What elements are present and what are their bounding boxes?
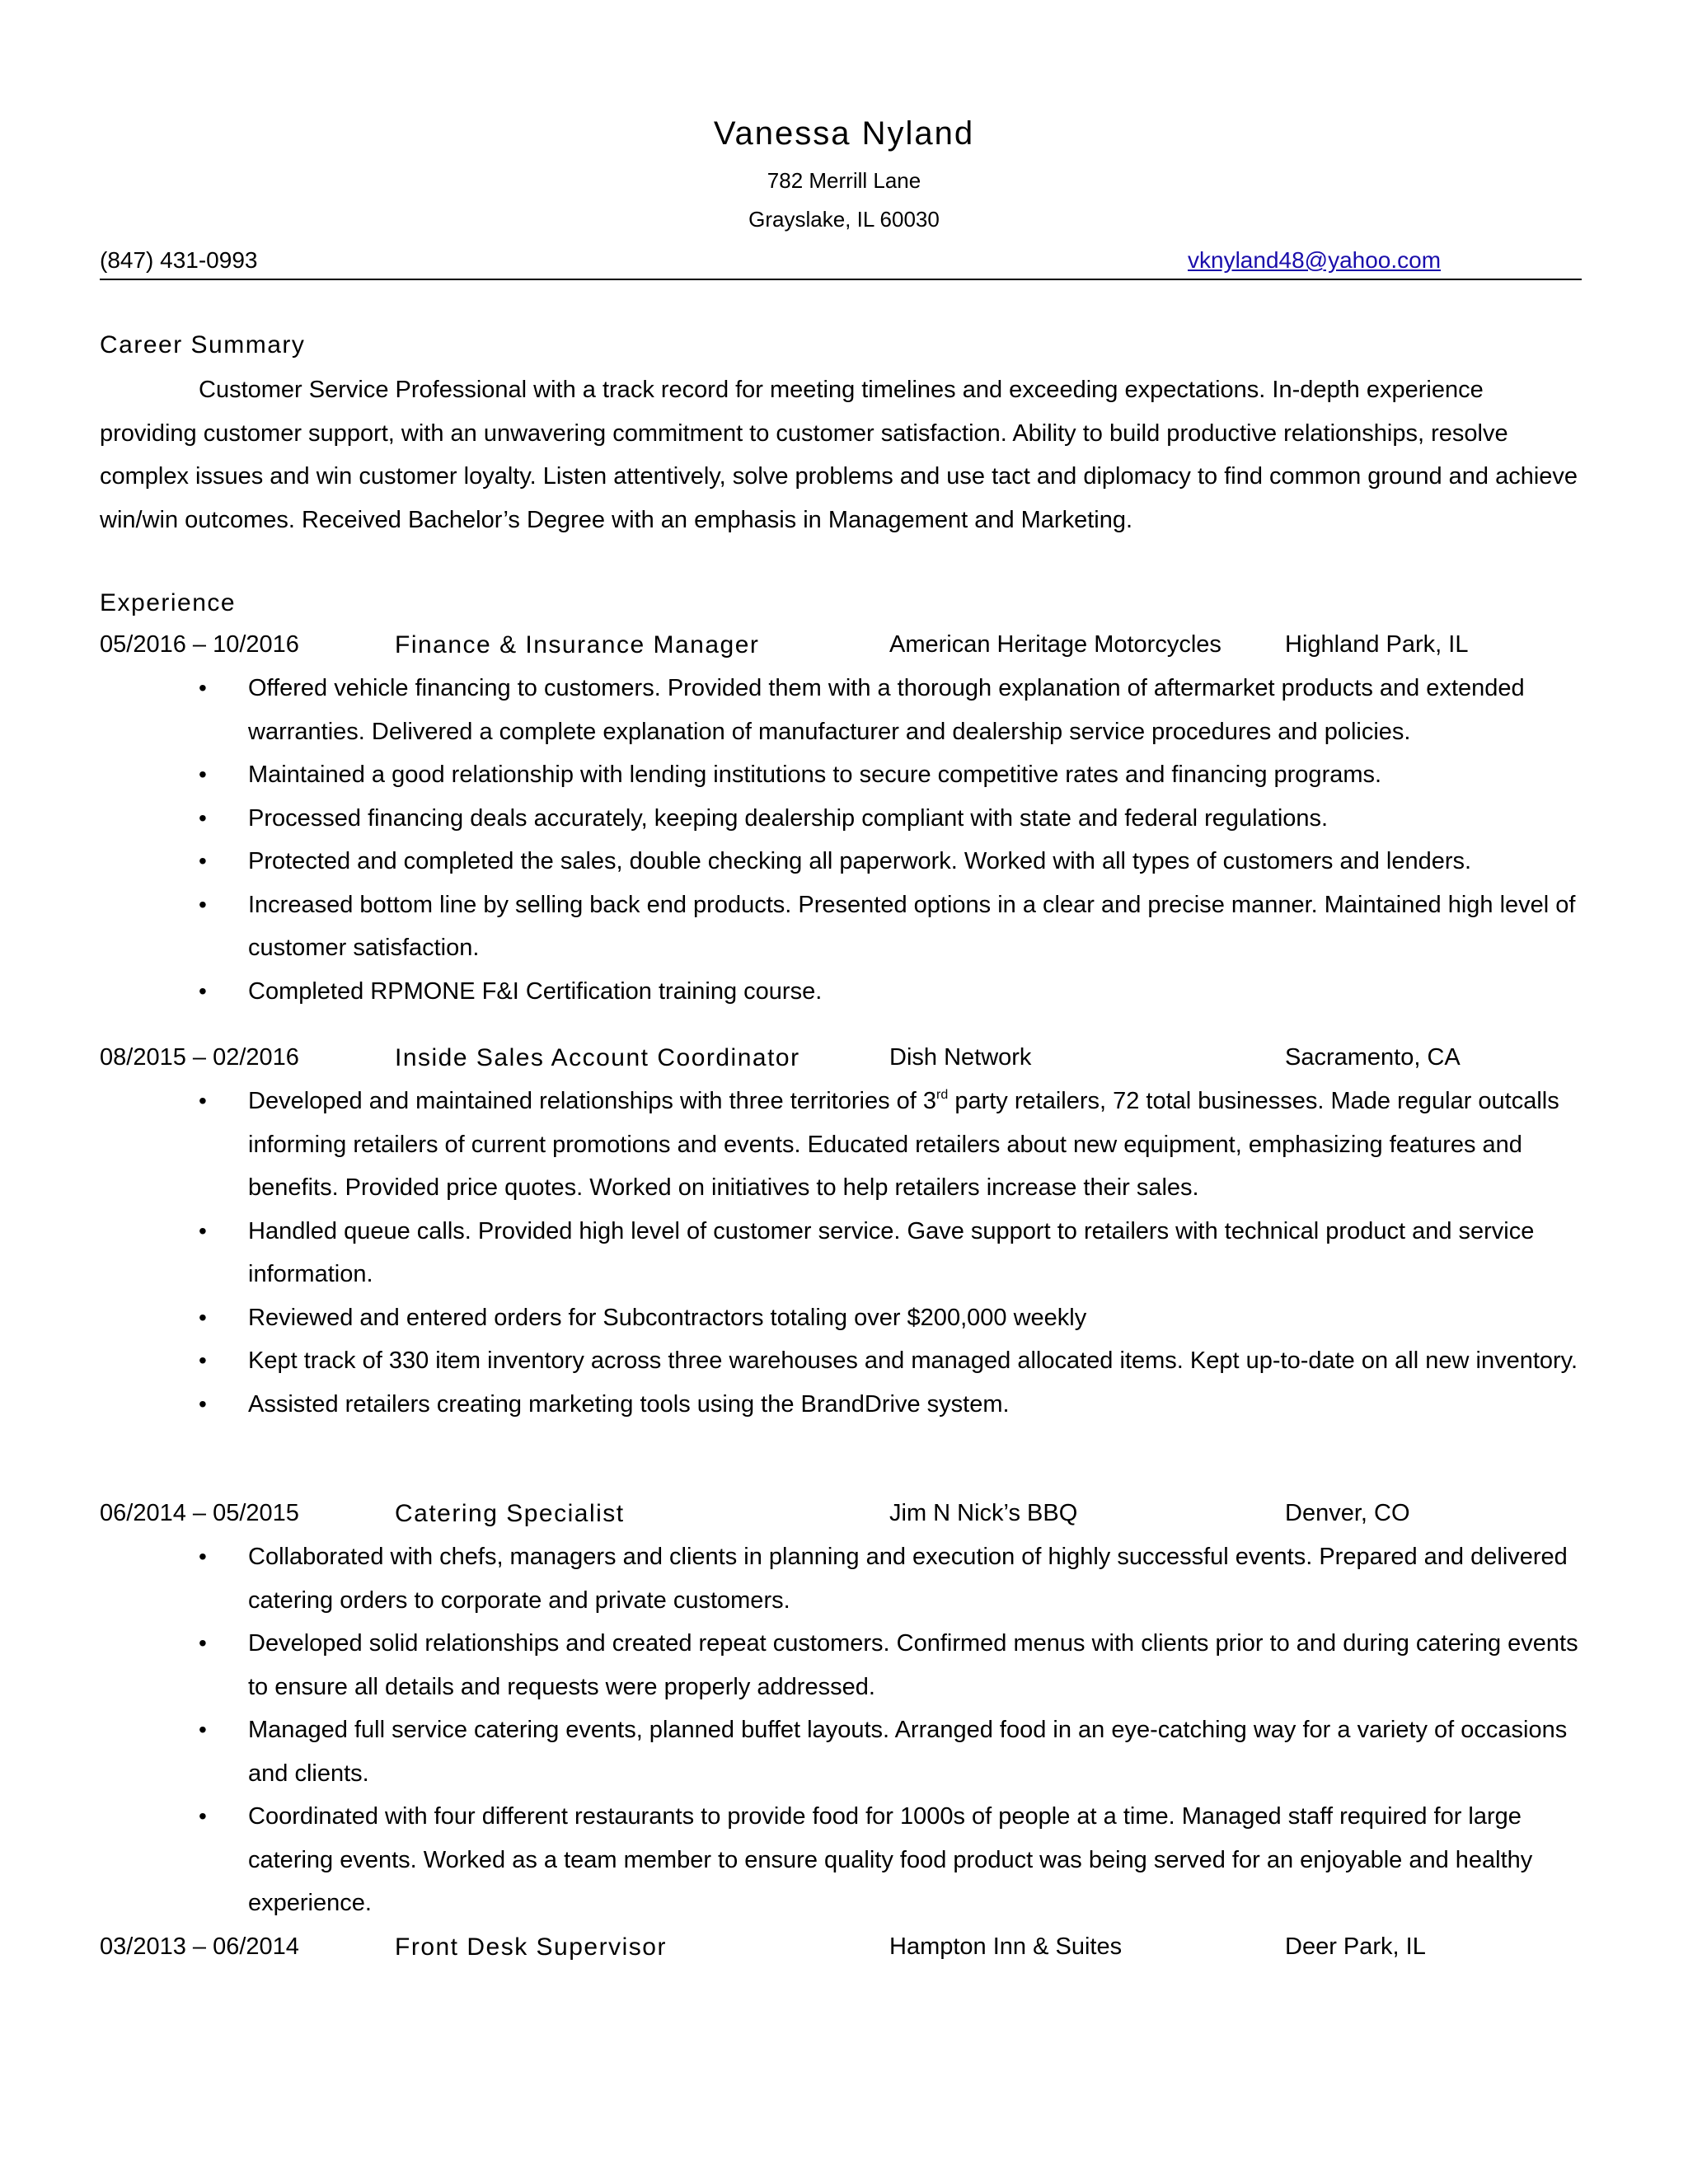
bullet-marker: •	[199, 1803, 207, 1829]
job-title: Finance & Insurance Manager	[395, 631, 760, 658]
bullet-marker: •	[199, 804, 207, 831]
job-bullet	[100, 883, 1582, 970]
job-location: Sacramento, CA	[1285, 1044, 1461, 1071]
job-header	[100, 1500, 1582, 1533]
career-summary-text: Customer Service Professional with a track record for meeting timelines and exceeding expectations. In-depth experience providing customer support, with an unwavering commitment to customer satisfaction. Ability to build productive relationships, resolve complex issues and win customer loyalty. Listen attentively, solve problems and use tact and diplomacy to find common ground and achieve win/win outcomes. Received Bachelor’s Degree with an emphasis in Management and Marketing.	[100, 377, 1578, 533]
bullet-text: Collaborated with chefs, managers and clients in planning and execution of highly successful events. Prepared and delivered catering orders to corporate and private customers.	[248, 1544, 1568, 1614]
job-bullet	[100, 1383, 1582, 1427]
job-header	[100, 1044, 1582, 1077]
job-dates: 06/2014 – 05/2015	[100, 1500, 299, 1526]
career-summary-heading: Career Summary	[100, 331, 306, 359]
bullet-marker: •	[199, 1717, 207, 1742]
job-bullet	[100, 1296, 1582, 1340]
bullet-text: Offered vehicle financing to customers. Provided them with a thorough explanation of aftermarket products and extended warranties. Delivered a complete explanation of manufacturer and dealership service procedures and policies.	[248, 675, 1525, 745]
job-bullet-list	[100, 1535, 1582, 1925]
bullet-text: Processed financing deals accurately, keeping dealership compliant with state and federal regulations.	[248, 804, 1329, 832]
job-dates: 08/2015 – 02/2016	[100, 1044, 299, 1071]
bullet-text: Maintained a good relationship with lending institutions to secure competitive rates and financing programs.	[248, 762, 1382, 788]
bullet-marker: •	[199, 848, 207, 874]
job-title: Catering Specialist	[395, 1500, 625, 1527]
bullet-text: Assisted retailers creating marketing tools using the BrandDrive system.	[248, 1390, 1010, 1418]
job-company: Jim N Nick’s BBQ	[889, 1500, 1078, 1526]
job-title: Front Desk Supervisor	[395, 1933, 667, 1961]
job-bullet	[100, 1210, 1582, 1296]
job-header	[100, 631, 1582, 664]
job-title: Inside Sales Account Coordinator	[395, 1044, 800, 1071]
job-dates: 03/2013 – 06/2014	[100, 1933, 299, 1960]
job-dates: 05/2016 – 10/2016	[100, 631, 299, 658]
bullet-marker: •	[199, 1544, 207, 1569]
bullet-marker: •	[199, 1088, 207, 1113]
job-bullet	[100, 970, 1582, 1014]
job-company: American Heritage Motorcycles	[889, 631, 1221, 658]
job-bullet	[100, 753, 1582, 797]
bullet-text: Developed solid relationships and created repeat customers. Confirmed menus with clients prior to and during catering events to ensure all details and requests were properly addressed.	[248, 1630, 1578, 1700]
bullet-marker: •	[199, 891, 207, 917]
job-bullet-list	[100, 667, 1582, 1013]
bullet-marker: •	[199, 675, 207, 701]
header-divider	[100, 279, 1582, 280]
bullet-marker: •	[199, 1347, 207, 1373]
bullet-text: Increased bottom line by selling back end products. Presented options in a clear and precise manner. Maintained high level of customer satisfaction.	[248, 891, 1576, 961]
job-bullet	[100, 1080, 1582, 1210]
job-bullet	[100, 1535, 1582, 1622]
candidate-name: Vanessa Nyland	[713, 115, 975, 152]
job-company: Hampton Inn & Suites	[889, 1933, 1123, 1960]
email-link[interactable]: vknyland48@yahoo.com	[1188, 247, 1442, 273]
bullet-text: Coordinated with four different restaurants to provide food for 1000s of people at a time. Managed staff required for large catering events. Worked as a team member to ensure quality food product was being served for an enjoyable and healthy experience.	[248, 1803, 1533, 1916]
job-header	[100, 1933, 1582, 1966]
job-bullet	[100, 667, 1582, 753]
job-bullet	[100, 1622, 1582, 1708]
bullet-text: party retailers, 72 total businesses. Made regular outcalls informing retailers of current promotions and events. Educated retailers about new equipment, emphasizing features and benefits. Provided price quotes. Worked on initiatives to help retailers increase their sales.	[248, 1088, 1559, 1201]
address-line-2: Grayslake, IL 60030	[748, 207, 940, 232]
job-bullet	[100, 1795, 1582, 1925]
job-location: Deer Park, IL	[1285, 1933, 1426, 1960]
job-location: Highland Park, IL	[1285, 631, 1469, 658]
bullet-text: Developed and maintained relationships with three territories of 3	[248, 1088, 937, 1114]
phone-number: (847) 431-0993	[100, 247, 258, 273]
bullet-text: Managed full service catering events, planned buffet layouts. Arranged food in an eye-catching way for a variety of occasions and clients.	[248, 1717, 1568, 1787]
bullet-marker: •	[199, 1390, 207, 1417]
bullet-marker: •	[199, 762, 207, 787]
job-bullet	[100, 1339, 1582, 1383]
job-bullet	[100, 840, 1582, 883]
bullet-marker: •	[199, 1217, 207, 1244]
bullet-text: Reviewed and entered orders for Subcontractors totaling over $200,000 weekly	[248, 1304, 1087, 1331]
ordinal-suffix: rd	[936, 1088, 949, 1102]
bullet-text: Completed RPMONE F&I Certification training course.	[248, 977, 823, 1005]
bullet-marker: •	[199, 977, 207, 1004]
job-company: Dish Network	[889, 1044, 1032, 1071]
bullet-marker: •	[199, 1630, 207, 1656]
bullet-text: Kept track of 330 item inventory across three warehouses and managed allocated items. Kept up-to-date on all new inventory.	[248, 1347, 1578, 1374]
address-line-1: 782 Merrill Lane	[767, 168, 921, 193]
job-bullet	[100, 797, 1582, 841]
job-location: Denver, CO	[1285, 1500, 1410, 1526]
experience-heading: Experience	[100, 589, 237, 616]
bullet-marker: •	[199, 1304, 207, 1330]
bullet-text: Protected and completed the sales, double checking all paperwork. Worked with all types of customers and lenders.	[248, 848, 1472, 874]
job-bullet-list	[100, 1080, 1582, 1426]
bullet-text: Handled queue calls. Provided high level of customer service. Gave support to retailers with technical product and service information.	[248, 1217, 1535, 1287]
job-bullet	[100, 1708, 1582, 1795]
